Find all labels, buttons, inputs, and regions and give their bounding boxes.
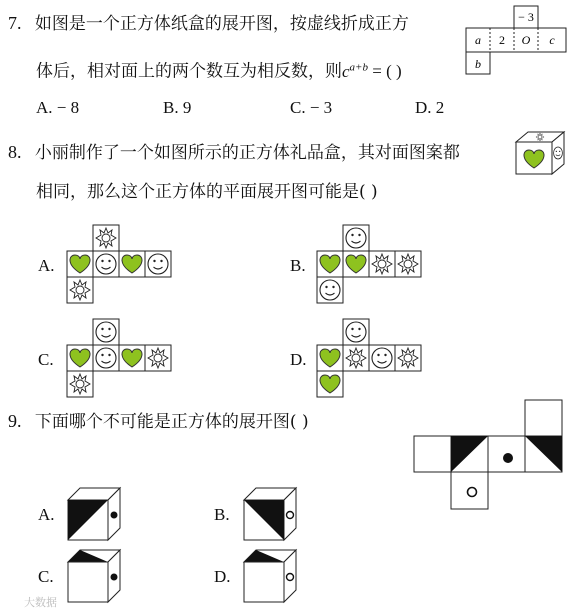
q8-net-c-cell-4 — [119, 345, 145, 371]
q8-option-b[interactable]: B. — [290, 256, 306, 275]
q7-option-a[interactable]: A. − 8 — [36, 98, 80, 117]
q7-net-label-a: a — [475, 33, 481, 47]
q7-net-label-b: b — [475, 57, 481, 71]
q8-net-a-cell-3 — [93, 251, 119, 277]
q8-number: 8. — [8, 142, 22, 162]
q7-line2 — [36, 52, 402, 87]
q8-net-b-cell-5 — [395, 251, 421, 277]
q8-net-c-cell-6 — [67, 371, 93, 397]
q8-net-d-cell-6 — [317, 371, 343, 397]
q8-net-b-cell-3 — [343, 251, 369, 277]
q8-net-b-cell-6 — [317, 277, 343, 303]
q7-power-exponent: a+b — [349, 61, 368, 73]
q9-cube-d-front — [244, 562, 284, 602]
q8-net-d-cell-3 — [343, 345, 369, 371]
q9-cube-c[interactable] — [64, 548, 124, 606]
smiley-icon — [96, 348, 116, 368]
q7-paren: = ( ) — [367, 61, 402, 81]
q9-net-square-1 — [414, 436, 451, 472]
smiley-icon — [148, 254, 168, 274]
q7-net-label-top: − 3 — [518, 10, 534, 24]
q8-net-c-cell-5 — [145, 345, 171, 371]
q7-power — [342, 62, 368, 81]
smiley-icon — [96, 322, 116, 342]
q9-number: 9. — [8, 411, 22, 431]
q8-net-c-cell-2 — [67, 345, 93, 371]
q8-net-a-cell-2 — [67, 251, 93, 277]
q9-line1 — [8, 406, 309, 437]
q7-option-c[interactable]: C. − 3 — [290, 98, 333, 117]
q9-text-line1: 下面哪个不可能是正方体的展开图( ) — [34, 412, 309, 432]
q8-option-d[interactable]: D. — [290, 350, 307, 369]
q8-option-c[interactable]: C. — [38, 350, 54, 369]
q8-cube-smiley-icon — [554, 147, 563, 159]
smiley-icon — [320, 280, 340, 300]
q9-option-b[interactable]: B. — [214, 505, 230, 524]
q8-net-d-cell-2 — [317, 345, 343, 371]
q8-option-a[interactable]: A. — [38, 256, 55, 275]
q9-option-a[interactable]: A. — [38, 505, 55, 524]
q8-text-line1: 小丽制作了一个如图所示的正方体礼品盒，其对面图案都 — [34, 143, 460, 163]
q7-net-label-c: c — [549, 33, 555, 47]
watermark: 大数据 — [24, 596, 57, 609]
q8-line2 — [36, 177, 378, 207]
q8-net-a-cell-6 — [67, 277, 93, 303]
q7-power-base: c — [342, 61, 350, 81]
q8-line1 — [8, 137, 460, 168]
smiley-icon — [346, 322, 366, 342]
q7-number: 7. — [8, 13, 22, 33]
q8-net-d-cell-1 — [343, 319, 369, 345]
q8-net-a[interactable] — [66, 224, 178, 306]
q8-net-a-cell-1 — [93, 225, 119, 251]
q9-option-c[interactable]: C. — [38, 567, 54, 586]
q9-net-diagram — [414, 400, 570, 516]
q8-net-d[interactable] — [316, 318, 428, 400]
q9-net-square-top — [525, 400, 562, 436]
q8-text-line2: 相同，那么这个正方体的平面展开图可能是( ) — [36, 182, 378, 202]
q8-gift-box-cube — [512, 130, 568, 178]
smiley-icon — [372, 348, 392, 368]
q7-option-d[interactable]: D. 2 — [415, 98, 445, 117]
q7-text-line1: 如图是一个正方体纸盒的展开图，按虚线折成正方 — [34, 14, 409, 34]
q7-options — [36, 98, 556, 122]
q9-net-hollow-dot — [468, 488, 477, 497]
q8-net-b[interactable] — [316, 224, 428, 306]
q8-net-b-cell-4 — [369, 251, 395, 277]
q9-cube-a-black-dot — [111, 512, 118, 519]
q8-net-c-cell-3 — [93, 345, 119, 371]
q8-net-d-cell-4 — [369, 345, 395, 371]
q9-cube-c-front — [68, 562, 108, 602]
q8-net-b-cell-2 — [317, 251, 343, 277]
q8-net-c[interactable] — [66, 318, 178, 400]
q7-net-label-2: 2 — [499, 33, 505, 47]
q7-option-b[interactable]: B. 9 — [163, 98, 192, 117]
q7-line1 — [8, 8, 409, 39]
smiley-icon — [96, 254, 116, 274]
q9-cube-c-black-dot — [111, 574, 118, 581]
q7-net-label-o: O — [521, 33, 531, 47]
q8-net-a-cell-5 — [145, 251, 171, 277]
q8-net-d-cell-5 — [395, 345, 421, 371]
q9-cube-b-hollow-dot — [287, 512, 294, 519]
q7-net-diagram — [466, 6, 570, 80]
q8-net-a-cell-4 — [119, 251, 145, 277]
q9-cube-d[interactable] — [240, 548, 300, 606]
q9-option-d[interactable]: D. — [214, 567, 231, 586]
q8-net-c-cell-1 — [93, 319, 119, 345]
q9-cube-a[interactable] — [64, 486, 124, 544]
q9-cube-b[interactable] — [240, 486, 300, 544]
q9-cube-d-hollow-dot — [287, 574, 294, 581]
q9-net-black-dot — [503, 453, 513, 463]
smiley-icon — [346, 228, 366, 248]
q8-net-b-cell-1 — [343, 225, 369, 251]
q7-text-line2: 体后，相对面上的两个数互为相反数，则 — [36, 61, 342, 82]
